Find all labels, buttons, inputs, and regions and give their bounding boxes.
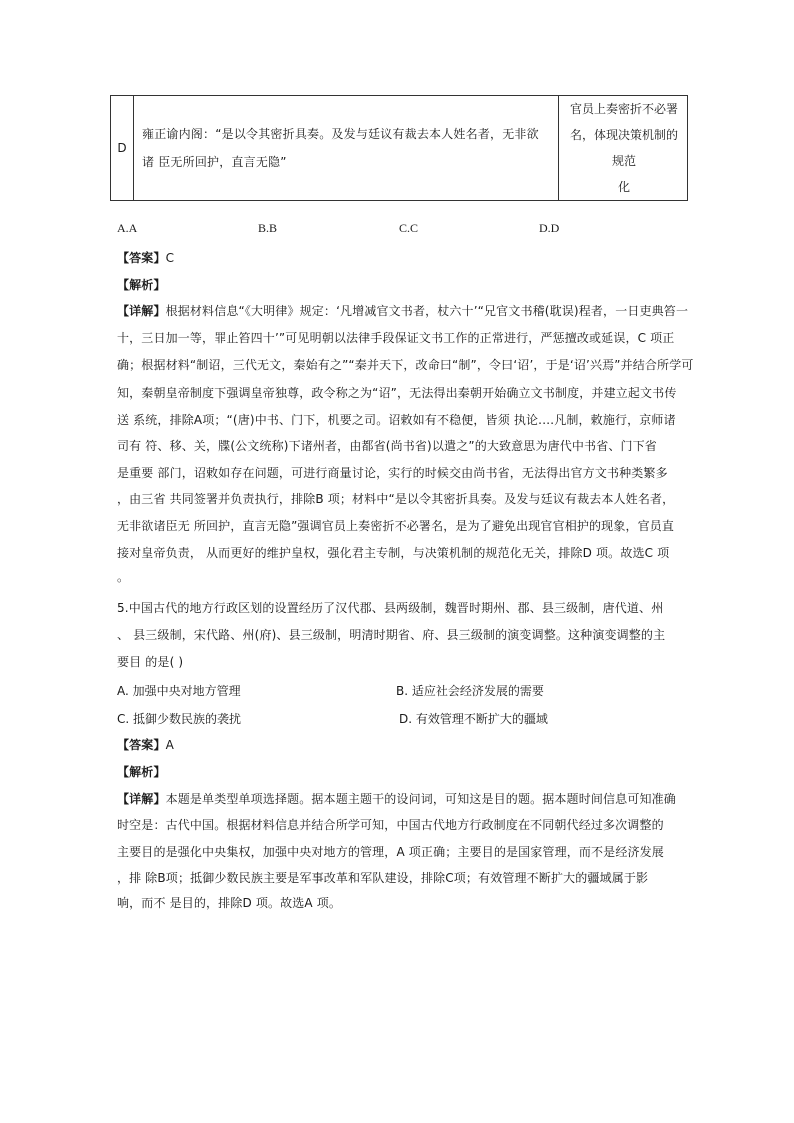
q4-detail-line: ，由三省 共同签署并负责执行，排除B 项；材料中“是以令其密折具奏。及发与廷议有裁去本人姓名者， (117, 492, 675, 506)
choice-d: D.D (539, 221, 560, 235)
q5-detail-line: 【详解】本题是单类型单项选择题。据本题主题干的设问词，可知这是目的题。据本题时间信息可知准确 (117, 792, 676, 806)
answer-tag: 【答案】 (117, 251, 166, 265)
table-row (111, 96, 688, 201)
option-material (134, 96, 559, 201)
q5-detail-line: 主要目的是强化中央集权，加强中央对地方的管理，A 项正确；主要目的是国家管理，而不是经济发展 (117, 845, 664, 859)
q4-answer (117, 251, 689, 265)
q4-detail-line: 无非欲诸臣无 所回护，直言无隐”强调官员上奏密折不必署名，是为了避免出现官官相护的现象，官员直 (117, 519, 675, 533)
q4-detail-line: 【详解】根据材料信息“《大明律》规定：‘凡增减官文书者，杖六十’“兄官文书稽(耽误)程者，一日吏典笞一 (117, 304, 689, 318)
q4-detail-line: 送 系统，排除A项；“(唐)中书、门下，机要之司。诏敕如有不稳便，皆须 执论.…凡制，敕施行，京师诸 (117, 413, 676, 427)
q5-option-a: A. 加强中央对地方管理 (117, 684, 241, 698)
q4-analysis-tag: 【解析】 (117, 278, 166, 292)
q5-option-b: B. 适应社会经济发展的需要 (396, 684, 544, 698)
choice-b: B.B (258, 221, 278, 235)
q4-detail-line: 是重要 部门，诏敕如存在问题，可进行商量讨论，实行的时候交由尚书省，无法得出官方文书种类繁多 (117, 466, 668, 480)
detail-tag: 【详解】 (117, 304, 166, 318)
q5-stem-line: 要目 的是( ) (117, 655, 184, 669)
q5-detail-line: 时空是：古代中国。根据材料信息并结合所学可知，中国古代地方行政制度在不同朝代经过多次调整的 (117, 818, 664, 832)
choice-c: C.C (399, 221, 419, 235)
material-line: 诸 臣无所回护，直言无隐” (142, 155, 287, 169)
option-letter: D (111, 96, 134, 201)
q4-detail-line: 司有 符、移、关，牒(公文统称)下诸州者，由都省(尚书省)以遣之”的大致意思为唐代中书省、门下省 (117, 439, 657, 453)
q5-option-d: D. 有效管理不断扩大的疆域 (399, 712, 548, 726)
q5-stem-line: 5.中国古代的地方行政区划的设置经历了汉代郡、县两级制，魏晋时期州、郡、县三级制，唐代道、州 (117, 601, 664, 615)
detail-tag: 【详解】 (117, 792, 166, 806)
q5-option-c: C. 抵御少数民族的袭扰 (117, 712, 242, 726)
choice-a: A.A (117, 221, 138, 235)
q4-detail-line: 知，秦朝皇帝制度下强调皇帝独尊，政令称之为“诏”，无法得出秦朝开始确立文书制度，并建立起文书传 (117, 386, 677, 400)
q4-detail-line: 确；根据材料“制诏，三代无文，秦始有之”“秦并天下，改命曰“制”，令曰‘诏’，于是‘诏’兴焉”并结合所学可 (117, 358, 694, 372)
q4-detail-line: 接对皇帝负责， 从而更好的维护皇权，强化君主专制，与决策机制的规范化无关，排除D 项。故选C 项 (117, 546, 670, 560)
q5-detail-line: ，排 除B项；抵御少数民族主要是军事改革和军队建设，排除C项；有效管理不断扩大的疆域属于影 (117, 871, 649, 885)
q4-detail-line: 十，三日加一等，罪止笞四十’”可见明朝以法律手段保证文书工作的正常进行，严惩擅改或延误，C 项正 (117, 331, 675, 345)
q4-detail-line: 。 (117, 570, 130, 584)
option-conclusion (559, 96, 688, 201)
material-line: 雍正谕内阁：“是以令其密折具奏。及发与廷议有裁去本人姓名者，无非欲 (142, 127, 539, 141)
answer-value: A (165, 738, 174, 752)
q5-answer (117, 738, 689, 752)
conclusion-line: 名，体现决策机制的规范 (569, 128, 678, 168)
q5-detail-line: 响，而不 是目的，排除D 项。故选A 项。 (117, 896, 342, 910)
answer-value: C (165, 251, 175, 265)
q5-stem-line: 、 县三级制，宋代路、州(府)、县三级制，明清时期省、府、县三级制的演变调整。这种演变调整的主 (117, 628, 666, 642)
conclusion-line: 化 (617, 180, 630, 194)
q5-analysis-tag: 【解析】 (117, 765, 166, 779)
conclusion-line: 官员上奏密折不必署 (569, 102, 678, 116)
option-table (110, 95, 688, 201)
answer-tag: 【答案】 (117, 738, 166, 752)
